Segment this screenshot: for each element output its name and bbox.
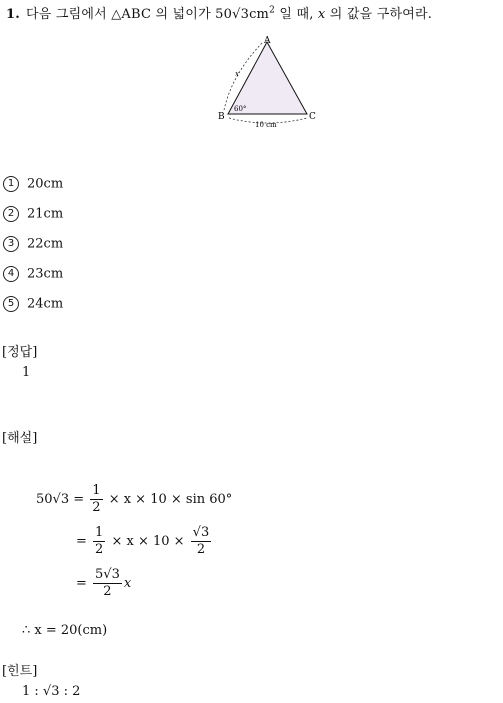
choice-number: 1 [3,176,19,192]
triangle-figure [215,34,320,129]
fraction-half: $\frac{1}{2}$ [92,483,101,515]
label-a: A [264,36,271,46]
triangle-abc [228,42,307,114]
label-b: B [218,112,225,122]
solution-line-1: 50√3 = $\frac{1}{2}$ × x × 10 × sin 60° [36,483,233,515]
choice-2[interactable]: 2 21cm [3,206,63,222]
choice-5[interactable]: 5 24cm [3,296,63,312]
question-text: 1. 다음 그림에서 △ABC 의 넓이가 $50√3cm^2$ 일 때, x 의 값을 구하여라. [6,5,433,22]
side-x-label: x [235,70,239,78]
choice-number: 4 [3,266,19,282]
solution-conclusion: ∴ x = 20(cm) [22,623,108,638]
choice-number: 3 [3,236,19,252]
angle-label: 60° [234,105,247,113]
solution-line-3: = $\frac{5√3}{2}$ x [76,567,132,599]
solution-line-2: = $\frac{1}{2}$ × x × 10 × $\frac{√3}{2}$ [76,525,210,557]
answer-value: 1 [22,365,31,380]
hint-text: 1 : √3 : 2 [22,684,81,699]
choice-4[interactable]: 4 23cm [3,266,63,282]
choice-number: 5 [3,296,19,312]
answer-label: [정답] [2,345,38,360]
fraction-5sqrt3-over-2: $\frac{5√3}{2}$ [95,567,120,599]
label-c: C [309,112,316,122]
base-label: 10 cm [255,121,277,129]
fraction-sqrt3-over-2: $\frac{√3}{2}$ [192,525,210,557]
question-number: 1. [6,7,20,22]
hint-label: [힌트] [2,664,38,679]
solution-label: [해설] [2,431,38,446]
fraction-half: $\frac{1}{2}$ [95,525,104,557]
choice-3[interactable]: 3 22cm [3,236,63,252]
choice-1[interactable]: 1 20cm [3,176,63,192]
choice-number: 2 [3,206,19,222]
